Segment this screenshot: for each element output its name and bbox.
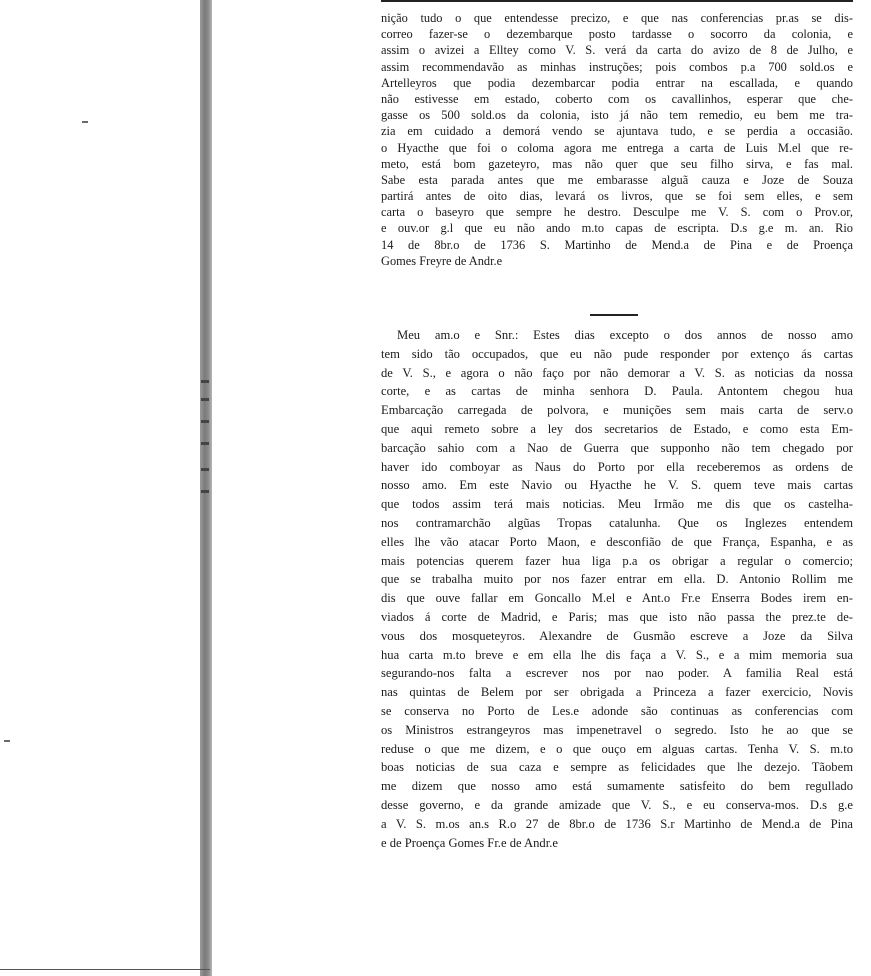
text-line: viados á corte de Madrid, e Paris; mas que isto não passa the prez.te de- <box>381 609 853 624</box>
text-line: nosso amo. Em este Navio ou Hyacthe he V. S. quem teve mais cartas <box>381 478 853 493</box>
text-line: haver ido comboyar as Naus do Porto por ella receberemos as ordens de <box>381 459 853 474</box>
text-line: hua carta m.to breve e em ella lhe dis faça a V. S., e a mim memoria sua <box>381 647 853 662</box>
text-line: correo fazer-se o dezembarque posto tardasse o socorro da colonia, e <box>381 27 853 42</box>
text-line: Embarcação carregada de polvora, e munições sem mais carta de serv.o <box>381 403 853 418</box>
text-line: de V. S., e agora o não faço por não demorar a V. S. as noticias da nossa <box>381 365 853 380</box>
text-line: Meu am.o e Snr.: Estes dias excepto o dos annos de nosso amo <box>397 328 853 342</box>
letter-1 <box>381 10 853 269</box>
text-line: gasse os 500 sold.os da colonia, isto já não tem remedio, eu bem me tra- <box>381 108 853 123</box>
signature-line: Gomes Freyre de Andr.e <box>381 253 503 268</box>
text-line: corte, e as cartas de minha senhora D. Paula. Antontem chegou hua <box>381 384 853 399</box>
text-line: desse governo, e da grande amizade que V. S., e eu conserva-mos. D.s g.e <box>381 797 853 812</box>
text-line: tem sido tão occupados, que eu não pude responder por extenço ás cartas <box>381 346 853 361</box>
text-line: que se trabalha muito por nos fazer entrar em ella. D. Antonio Rollim me <box>381 572 853 587</box>
text-line: assim o avizei a Elltey como V. S. verá da carta do avizo de 8 de Julho, e <box>381 43 853 58</box>
gutter-specks <box>199 380 213 500</box>
margin-speck <box>82 121 88 123</box>
text-line: mais potencias querem fazer hua liga p.a os obrigar a regular o comercio; <box>381 553 853 568</box>
text-line: se conserva no Porto de Les.e adonde são continuas as conferencias com <box>381 703 853 718</box>
page-edge-rule <box>0 969 210 970</box>
top-rule <box>381 0 853 2</box>
text-line: que aqui remeto sobre a ley dos secretarios de Estado, e como esta Em- <box>381 421 853 436</box>
signature-line: e de Proença Gomes Fr.e de Andr.e <box>381 835 558 850</box>
text-line: assim recommendavão as minhas instruções; pois combos p.a 700 sold.os e <box>381 59 853 74</box>
text-line: que todos assim terá mais noticias. Meu Irmão me dis que os castelha- <box>381 497 853 512</box>
text-line: segurando-nos falta a escrever nos por nao poder. A familia Real está <box>381 666 853 681</box>
margin-speck <box>4 740 10 742</box>
section-separator <box>590 314 638 316</box>
letter-2 <box>381 326 853 852</box>
text-line: o Hyacthe que foi o coloma agora me entrega a carta de Luis M.el que re- <box>381 140 853 155</box>
text-line: carta o baseyro que sempre he destro. Desculpe me V. S. com o Prov.or, <box>381 205 853 220</box>
text-line: vous dos mosqueteyros. Alexandre de Gusmão escreve a Joze da Silva <box>381 628 853 643</box>
text-line: reduse o que me dizem, e o que ouço em alguas cartas. Tenha V. S. m.to <box>381 741 853 756</box>
text-line: nição tudo o que entendesse precizo, e que nas conferencias pr.as se dis- <box>381 11 853 25</box>
text-line: não estivesse em estado, coberto com os cavallinhos, esperar que che- <box>381 91 853 106</box>
text-line: zia em cuidado a demorá vendo se ajuntava tudo, e se perdia a occasião. <box>381 124 853 139</box>
text-line: e ouv.or g.l que eu não ando m.to capas de escripta. D.s g.e m. an. Rio <box>381 221 853 236</box>
text-line: boas noticias de sua caza e sempre as felicidades que lhe dezejo. Tãobem <box>381 760 853 775</box>
text-line: a V. S. m.os an.s R.o 27 de 8br.o de 1736 S.r Martinho de Mend.a de Pina <box>381 816 853 831</box>
text-line: os Ministros estrangeyros mas impenetravel o segredo. Isto he ao que se <box>381 722 853 737</box>
text-line: nos contramarchão algũas Tropas catalunha. Que os Inglezes entendem <box>381 515 853 530</box>
text-line: Artelleyros que podia dezembarcar podia entrar na escallada, e quando <box>381 75 853 90</box>
text-line: partirá antes de oito dias, levará os livros, que se foi sem elles, e sem <box>381 189 853 204</box>
text-line: meto, está bom gazeteyro, mas não quer que seu filho sirva, e fas mal. <box>381 156 853 171</box>
text-line: Sabe esta parada antes que me embarasse alguã cauza e Joze de Souza <box>381 172 853 187</box>
text-line: 14 de 8br.o de 1736 S. Martinho de Mend.a de Pina e de Proença <box>381 237 853 252</box>
text-line: elles lhe vão atacar Porto Maon, e desconfião de que França, Espanha, e as <box>381 534 853 549</box>
text-line: dis que ouve fallar em Goncallo M.el e Ant.o Fr.e Enserra Bodes irem en- <box>381 591 853 606</box>
text-line: me dizem que nosso amo está sumamente satisfeito do bem regullado <box>381 779 853 794</box>
text-line: nas quintas de Belem por ser obrigada a Princeza a fazer exercicio, Novis <box>381 685 853 700</box>
text-line: barcação sahio com a Nao de Guerra que supponho não tem chegado por <box>381 440 853 455</box>
